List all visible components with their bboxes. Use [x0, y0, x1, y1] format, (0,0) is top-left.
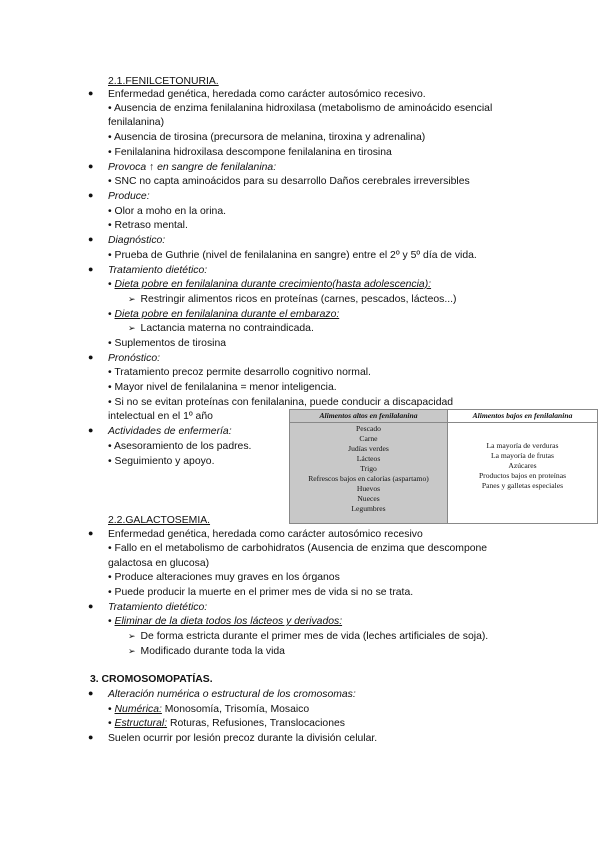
sub-item-label: Numérica: [114, 704, 162, 715]
sub-bullet: • [108, 309, 112, 320]
list-item [128, 322, 314, 335]
arrow-icon: ➢ [128, 323, 136, 333]
list-item: • Si no se evitan proteínas con fenilalanina, puede conducir a discapacidad [108, 397, 454, 408]
list-item: • Mayor nivel de fenilalanina = menor inteligencia. [108, 382, 337, 393]
list-item: • Produce alteraciones muy graves en los órganos [108, 572, 340, 583]
sub-bullet: • [108, 704, 112, 715]
list-item: Tratamiento dietético: [108, 265, 208, 276]
table-cell: Carne [359, 434, 378, 443]
list-item: Actividades de enfermería: [108, 426, 232, 437]
list-item [128, 630, 488, 643]
list-item-text: Modificado durante toda la vida [140, 646, 285, 657]
bullet-dot: ● [88, 88, 94, 98]
list-item [108, 703, 309, 716]
list-item: galactosa en glucosa) [108, 558, 210, 569]
list-item: • Asesoramiento de los padres. [108, 441, 252, 452]
bullet-dot: ● [88, 688, 94, 698]
list-item [108, 717, 345, 730]
list-item: • Seguimiento y apoyo. [108, 456, 215, 467]
sub-item-label: Dieta pobre en fenilalanina durante el embarazo: [114, 309, 340, 320]
list-item: • Ausencia de tirosina (precursora de melanina, tiroxina y adrenalina) [108, 132, 426, 143]
table-cell: La mayoría de frutas [490, 451, 555, 460]
list-item: fenilalanina) [108, 117, 165, 128]
list-item-text: De forma estricta durante el primer mes de vida (leches artificiales de soja). [140, 631, 489, 642]
bullet-dot: ● [88, 234, 94, 244]
arrow-icon: ➢ [128, 294, 136, 304]
list-item: • Fallo en el metabolismo de carbohidratos (Ausencia de enzima que descompone [108, 543, 488, 554]
list-item: Pronóstico: [108, 353, 160, 364]
table-cell: Nueces [357, 494, 380, 503]
list-item: Diagnóstico: [108, 235, 166, 246]
bullet-dot: ● [88, 601, 94, 611]
list-item: • Fenilalanina hidroxilasa descompone fenilalanina en tirosina [108, 147, 392, 158]
list-item: • Prueba de Guthrie (nivel de fenilalanina en sangre) entre el 2º y 5º día de vida. [108, 250, 477, 261]
table-cell: Productos bajos en proteínas [478, 471, 567, 480]
sub-bullet: • [108, 718, 112, 729]
table-cell: Panes y galletas especiales [481, 481, 564, 490]
sub-item-label: Estructural: [114, 718, 168, 729]
bullet-dot: ● [88, 732, 94, 742]
sub-bullet: • [108, 279, 112, 290]
list-item: Alteración numérica o estructural de los cromosomas: [108, 689, 356, 700]
list-item: • Puede producir la muerte en el primer mes de vida si no se trata. [108, 587, 414, 598]
list-item [108, 615, 342, 628]
sub-bullet: • [108, 616, 112, 627]
arrow-icon: ➢ [128, 631, 136, 641]
list-item [128, 645, 285, 658]
sub-item-label: Dieta pobre en fenilalanina durante crecimiento(hasta adolescencia): [114, 279, 432, 290]
list-item: Enfermedad genética, heredada como carácter autosómico recesivo. [108, 89, 426, 100]
list-item: • Tratamiento precoz permite desarrollo cognitivo normal. [108, 367, 371, 378]
list-item [108, 308, 339, 321]
bullet-dot: ● [88, 528, 94, 538]
table-cell: Lácteos [356, 454, 381, 463]
table-cell: Azúcares [508, 461, 537, 470]
bullet-dot: ● [88, 264, 94, 274]
phenylalanine-foods-table [289, 409, 598, 524]
list-item: • Suplementos de tirosina [108, 338, 227, 349]
list-item: • SNC no capta aminoácidos para su desarrollo Daños cerebrales irreversibles [108, 176, 470, 187]
section-title-galactosemia: 2.2.GALACTOSEMIA. [108, 515, 211, 526]
bullet-dot: ● [88, 352, 94, 362]
arrow-icon: ➢ [128, 646, 136, 656]
list-item [108, 278, 431, 291]
list-item: intelectual en el 1º año [108, 411, 213, 422]
table-cell: Huevos [356, 484, 381, 493]
table-column-high [290, 423, 448, 523]
list-item: • Retraso mental. [108, 220, 188, 231]
list-item: Suelen ocurrir por lesión precoz durante la división celular. [108, 733, 378, 744]
sub-item-label: Eliminar de la dieta todos los lácteos y derivados: [114, 616, 343, 627]
section-title-fenilcetonuria: 2.1.FENILCETONURIA. [108, 76, 219, 87]
table-cell: Legumbres [351, 504, 386, 513]
list-item-text: Lactancia materna no contraindicada. [140, 323, 314, 334]
list-item: Enfermedad genética, heredada como carácter autosómico recesivo [108, 529, 423, 540]
table-cell: Refrescos bajos en calorías (aspartamo) [308, 474, 429, 483]
sub-item-text: Monosomía, Trisomía, Mosaico [161, 704, 310, 715]
table-cell: Pescado [356, 424, 381, 433]
list-item: Provoca ↑ en sangre de fenilalanina: [108, 162, 277, 173]
section-title-cromosomopatias: 3. CROMOSOMOPATÍAS. [90, 674, 213, 685]
list-item-text: Restringir alimentos ricos en proteínas (carnes, pescados, lácteos...) [140, 294, 457, 305]
table-header-high: Alimentos altos en fenilalanina [290, 410, 448, 423]
table-cell: La mayoría de verduras [486, 441, 559, 450]
sub-item-text: Roturas, Refusiones, Translocaciones [167, 718, 345, 729]
table-cell: Trigo [360, 464, 377, 473]
list-item: Produce: [108, 191, 150, 202]
table-column-low [448, 423, 597, 523]
table-header-low: Alimentos bajos en fenilalanina [448, 410, 597, 423]
list-item [128, 293, 456, 306]
list-item: • Ausencia de enzima fenilalanina hidroxilasa (metabolismo de aminoácido esencial [108, 103, 493, 114]
list-item: • Olor a moho en la orina. [108, 206, 226, 217]
list-item: Tratamiento dietético: [108, 602, 208, 613]
bullet-dot: ● [88, 161, 94, 171]
bullet-dot: ● [88, 425, 94, 435]
table-cell: Judías verdes [348, 444, 389, 453]
bullet-dot: ● [88, 190, 94, 200]
